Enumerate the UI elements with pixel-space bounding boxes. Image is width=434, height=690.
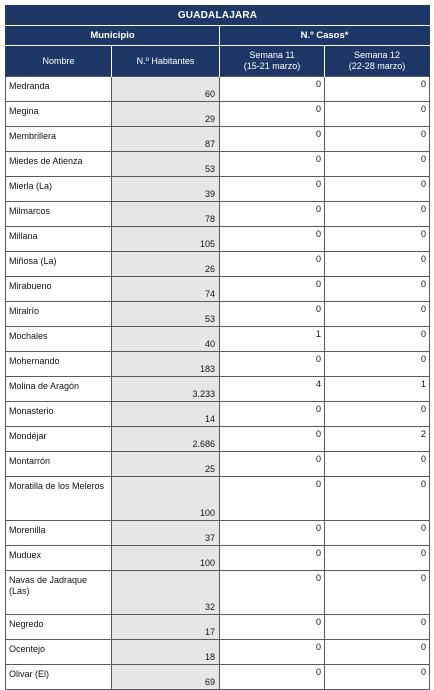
habitantes-cell: 39 bbox=[112, 177, 220, 202]
table-row bbox=[6, 377, 430, 402]
semana11-cases-cell: 0 bbox=[220, 477, 325, 521]
table-row bbox=[6, 546, 430, 571]
table-row bbox=[6, 615, 430, 640]
column-header-row bbox=[6, 46, 430, 77]
semana11-cases-cell: 0 bbox=[220, 452, 325, 477]
table-row bbox=[6, 402, 430, 427]
table-row bbox=[6, 152, 430, 177]
municipio-name-cell: Muduex bbox=[6, 546, 112, 571]
habitantes-cell: 74 bbox=[112, 277, 220, 302]
semana12-cases-cell: 0 bbox=[325, 477, 430, 521]
municipio-name-cell: Miralrío bbox=[6, 302, 112, 327]
table-row bbox=[6, 302, 430, 327]
habitantes-cell: 40 bbox=[112, 327, 220, 352]
semana12-cases-cell: 0 bbox=[325, 521, 430, 546]
municipio-name-cell: Megina bbox=[6, 102, 112, 127]
column-header-semana11-range: (15-21 marzo) bbox=[243, 61, 301, 71]
table-title-row bbox=[6, 6, 430, 26]
table-row bbox=[6, 571, 430, 615]
municipio-name-cell: Moratilla de los Meleros bbox=[6, 477, 112, 521]
table-row bbox=[6, 640, 430, 665]
semana11-cases-cell: 0 bbox=[220, 302, 325, 327]
municipio-name-cell: Miedes de Atienza bbox=[6, 152, 112, 177]
habitantes-cell: 18 bbox=[112, 640, 220, 665]
group-header-municipio: Municipio bbox=[6, 26, 220, 46]
municipio-name-cell: Ocentejo bbox=[6, 640, 112, 665]
cases-table-container bbox=[5, 5, 429, 690]
table-row bbox=[6, 352, 430, 377]
semana11-cases-cell: 0 bbox=[220, 521, 325, 546]
table-row bbox=[6, 521, 430, 546]
habitantes-cell: 69 bbox=[112, 665, 220, 690]
semana12-cases-cell: 0 bbox=[325, 152, 430, 177]
habitantes-cell: 29 bbox=[112, 102, 220, 127]
habitantes-cell: 3.233 bbox=[112, 377, 220, 402]
table-row bbox=[6, 452, 430, 477]
table-row bbox=[6, 177, 430, 202]
semana11-cases-cell: 0 bbox=[220, 615, 325, 640]
semana11-cases-cell: 0 bbox=[220, 127, 325, 152]
cases-table bbox=[5, 5, 430, 690]
municipio-name-cell: Millana bbox=[6, 227, 112, 252]
table-row bbox=[6, 665, 430, 690]
municipio-name-cell: Morenilla bbox=[6, 521, 112, 546]
column-header-semana12-range: (22-28 marzo) bbox=[348, 61, 406, 71]
semana12-cases-cell: 0 bbox=[325, 177, 430, 202]
semana11-cases-cell: 0 bbox=[220, 427, 325, 452]
habitantes-cell: 60 bbox=[112, 77, 220, 102]
semana11-cases-cell: 0 bbox=[220, 402, 325, 427]
semana11-cases-cell: 0 bbox=[220, 152, 325, 177]
semana12-cases-cell: 0 bbox=[325, 546, 430, 571]
semana12-cases-cell: 0 bbox=[325, 327, 430, 352]
habitantes-cell: 32 bbox=[112, 571, 220, 615]
municipio-name-cell: Olivar (El) bbox=[6, 665, 112, 690]
semana11-cases-cell: 0 bbox=[220, 202, 325, 227]
habitantes-cell: 17 bbox=[112, 615, 220, 640]
habitantes-cell: 87 bbox=[112, 127, 220, 152]
table-header bbox=[6, 6, 430, 77]
semana11-cases-cell: 0 bbox=[220, 352, 325, 377]
habitantes-cell: 37 bbox=[112, 521, 220, 546]
group-header-casos: N.º Casos* bbox=[220, 26, 430, 46]
column-header-semana12 bbox=[325, 46, 430, 77]
column-header-habitantes: N.º Habitantes bbox=[112, 46, 220, 77]
semana12-cases-cell: 0 bbox=[325, 227, 430, 252]
semana12-cases-cell: 2 bbox=[325, 427, 430, 452]
semana12-cases-cell: 0 bbox=[325, 352, 430, 377]
semana11-cases-cell: 0 bbox=[220, 252, 325, 277]
municipio-name-cell: Negredo bbox=[6, 615, 112, 640]
table-row bbox=[6, 102, 430, 127]
municipio-name-cell: Monasterio bbox=[6, 402, 112, 427]
municipio-name-cell: Mohernando bbox=[6, 352, 112, 377]
municipio-name-cell: Navas de Jadraque (Las) bbox=[6, 571, 112, 615]
habitantes-cell: 14 bbox=[112, 402, 220, 427]
habitantes-cell: 78 bbox=[112, 202, 220, 227]
table-row bbox=[6, 477, 430, 521]
table-row bbox=[6, 252, 430, 277]
group-header-row bbox=[6, 26, 430, 46]
table-row bbox=[6, 127, 430, 152]
municipio-name-cell: Mirabueno bbox=[6, 277, 112, 302]
table-row bbox=[6, 277, 430, 302]
habitantes-cell: 53 bbox=[112, 302, 220, 327]
municipio-name-cell: Mochales bbox=[6, 327, 112, 352]
semana12-cases-cell: 0 bbox=[325, 302, 430, 327]
column-header-semana11 bbox=[220, 46, 325, 77]
table-row bbox=[6, 427, 430, 452]
semana11-cases-cell: 0 bbox=[220, 102, 325, 127]
habitantes-cell: 2.686 bbox=[112, 427, 220, 452]
table-row bbox=[6, 327, 430, 352]
municipio-name-cell: Medranda bbox=[6, 77, 112, 102]
column-header-semana12-label: Semana 12 bbox=[354, 50, 401, 60]
municipio-name-cell: Mondéjar bbox=[6, 427, 112, 452]
habitantes-cell: 25 bbox=[112, 452, 220, 477]
municipio-name-cell: Membrillera bbox=[6, 127, 112, 152]
table-row bbox=[6, 77, 430, 102]
semana12-cases-cell: 0 bbox=[325, 665, 430, 690]
semana12-cases-cell: 0 bbox=[325, 127, 430, 152]
municipio-name-cell: Milmarcos bbox=[6, 202, 112, 227]
semana12-cases-cell: 1 bbox=[325, 377, 430, 402]
column-header-semana11-label: Semana 11 bbox=[249, 50, 295, 60]
table-row bbox=[6, 202, 430, 227]
habitantes-cell: 53 bbox=[112, 152, 220, 177]
semana11-cases-cell: 0 bbox=[220, 640, 325, 665]
table-title: GUADALAJARA bbox=[6, 6, 430, 26]
semana12-cases-cell: 0 bbox=[325, 571, 430, 615]
semana11-cases-cell: 0 bbox=[220, 277, 325, 302]
habitantes-cell: 26 bbox=[112, 252, 220, 277]
habitantes-cell: 105 bbox=[112, 227, 220, 252]
semana11-cases-cell: 0 bbox=[220, 571, 325, 615]
semana11-cases-cell: 0 bbox=[220, 77, 325, 102]
semana11-cases-cell: 0 bbox=[220, 227, 325, 252]
habitantes-cell: 183 bbox=[112, 352, 220, 377]
semana12-cases-cell: 0 bbox=[325, 202, 430, 227]
semana11-cases-cell: 0 bbox=[220, 177, 325, 202]
semana11-cases-cell: 4 bbox=[220, 377, 325, 402]
semana12-cases-cell: 0 bbox=[325, 402, 430, 427]
semana12-cases-cell: 0 bbox=[325, 452, 430, 477]
semana11-cases-cell: 0 bbox=[220, 665, 325, 690]
semana12-cases-cell: 0 bbox=[325, 77, 430, 102]
municipio-name-cell: Mierla (La) bbox=[6, 177, 112, 202]
semana11-cases-cell: 1 bbox=[220, 327, 325, 352]
semana12-cases-cell: 0 bbox=[325, 252, 430, 277]
habitantes-cell: 100 bbox=[112, 546, 220, 571]
municipio-name-cell: Miñosa (La) bbox=[6, 252, 112, 277]
habitantes-cell: 100 bbox=[112, 477, 220, 521]
column-header-nombre: Nombre bbox=[6, 46, 112, 77]
municipio-name-cell: Molina de Aragón bbox=[6, 377, 112, 402]
semana12-cases-cell: 0 bbox=[325, 277, 430, 302]
municipio-name-cell: Montarrón bbox=[6, 452, 112, 477]
table-row bbox=[6, 227, 430, 252]
semana12-cases-cell: 0 bbox=[325, 102, 430, 127]
semana11-cases-cell: 0 bbox=[220, 546, 325, 571]
semana12-cases-cell: 0 bbox=[325, 640, 430, 665]
semana12-cases-cell: 0 bbox=[325, 615, 430, 640]
